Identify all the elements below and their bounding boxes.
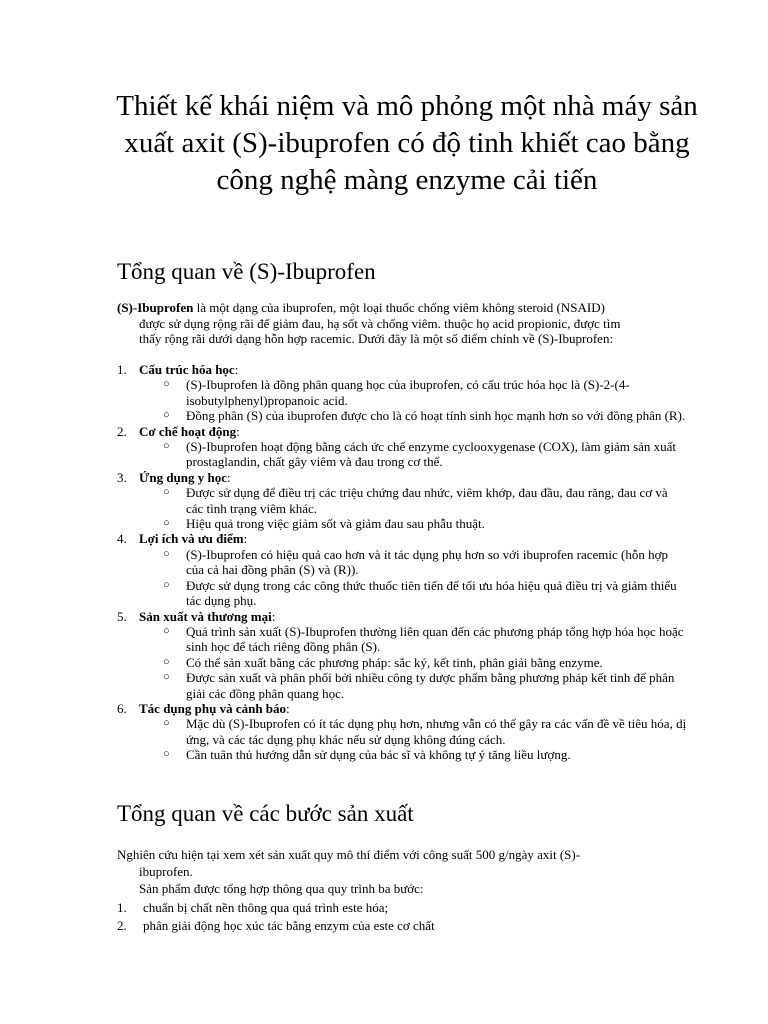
sub-list-item [139, 716, 687, 747]
sub-item-text: Đồng phân (S) của ibuprofen được cho là có hoạt tính sinh học mạnh hơn so với đồng phân (R). [186, 408, 686, 424]
sub-list-item [139, 547, 687, 578]
sub-list-item [139, 408, 687, 423]
circle-bullet-icon: ○ [163, 717, 170, 730]
list-item-label: Lợi ích và ưu điểm [139, 531, 244, 547]
list-number: 4. [117, 531, 127, 547]
list-item-label: Cấu trúc hóa học [139, 362, 235, 377]
sub-list-item [139, 377, 687, 408]
step-item [117, 917, 677, 935]
sub-list-item [139, 485, 687, 516]
sub-list [139, 377, 687, 423]
intro-term: (S)-Ibuprofen [117, 300, 194, 315]
list-number: 3. [117, 469, 127, 485]
list-item-label: Sản xuất và thương mại [139, 608, 272, 624]
list-item: 2. Cơ chế hoạt động: ○ (S)-Ibuprofen hoạt động bằng cách ức chế enzyme cyclooxygenase (COX), làm giảm sản xuất prostaglandin, chất gây viêm và đau trong cơ thể. [117, 424, 687, 470]
sub-list-item [139, 516, 687, 531]
sub-list-item [139, 578, 687, 609]
circle-bullet-icon: ○ [163, 671, 170, 684]
sub-list-item [139, 747, 687, 762]
list-number: 5. [117, 608, 127, 624]
circle-bullet-icon: ○ [163, 655, 170, 668]
sub-list-item [139, 670, 687, 701]
sub-list [139, 485, 687, 531]
intro-line-3: thấy rộng rãi dưới dạng hỗn hợp racemic. Dưới đây là một số điểm chính về (S)-Ibuprofen: [139, 331, 614, 347]
intro-paragraph [117, 300, 677, 347]
sub-item-text: Quá trình sản xuất (S)-Ibuprofen thường liên quan đến các phương pháp tổng hợp hóa học hoặc sinh học để tách riêng đồng phân (S). [186, 623, 684, 655]
list-item: 6. Tác dụng phụ và cảnh báo: ○ Mặc dù (S)-Ibuprofen có ít tác dụng phụ hơn, nhưng vẫn có thể gây ra các vấn đề về tiêu hóa, dị ứng, và các tác dụng phụ khác nếu sử dụng không đúng cách. ○ Cần tuân thủ hướng dẫn sử dụng của bác sĩ và không tự ý tăng liều lượng. [117, 700, 687, 763]
production-steps-list [117, 899, 677, 935]
intro-line-1: là một dạng của ibuprofen, một loại thuốc chống viêm không steroid (NSAID) [193, 300, 605, 315]
list-number: 6. [117, 700, 127, 716]
step-text: phân giải động học xúc tác bằng enzym của este cơ chất [143, 918, 435, 933]
intro-line-2: được sử dụng rộng rãi để giảm đau, hạ sốt và chống viêm. thuộc họ acid propionic, được tìm [139, 315, 621, 331]
sub-list [139, 716, 687, 762]
sub-item-text: (S)-Ibuprofen là đồng phân quang học của ibuprofen, có cấu trúc hóa học là (S)-2-(4-isobutylphenyl)propanoic acid. [186, 377, 630, 408]
production-paragraph [117, 846, 677, 897]
circle-bullet-icon: ○ [163, 486, 170, 499]
key-points-list [117, 362, 687, 763]
sub-item-text: Cần tuân thủ hướng dẫn sử dụng của bác sĩ và không tự ý tăng liều lượng. [186, 747, 571, 763]
circle-bullet-icon: ○ [163, 517, 170, 530]
list-item: 4. Lợi ích và ưu điểm: ○ (S)-Ibuprofen có hiệu quả cao hơn và ít tác dụng phụ hơn so với ibuprofen racemic (hỗn hợp của cả hai đồng phân (S) và (R)). ○ Được sử dụng trong các công thức thuốc tiên tiến để tối ưu hóa hiệu quả điều trị và giảm thiểu tác dụng phụ. [117, 531, 687, 608]
list-number: 2. [117, 423, 127, 439]
sub-item-text: (S)-Ibuprofen có hiệu quả cao hơn và ít tác dụng phụ hơn so với ibuprofen racemic (hỗn hợp của cả hai đồng phân (S) và (R)). [186, 546, 669, 578]
sub-item-text: Hiệu quả trong việc giảm sốt và giảm đau sau phẫu thuật. [186, 516, 485, 532]
section-heading-production: Tổng quan về các bước sản xuất [117, 801, 414, 826]
list-number: 1. [117, 362, 127, 377]
list-item: 1. Cấu trúc hóa học: ○ (S)-Ibuprofen là đồng phân quang học của ibuprofen, có cấu trúc hóa học là (S)-2-(4-isobutylphenyl)propanoic acid. ○ Đồng phân (S) của ibuprofen được cho là có hoạt tính sinh học mạnh hơn so với đồng phân (R). [117, 362, 686, 424]
section-heading-overview: Tổng quan về (S)-Ibuprofen [117, 259, 376, 284]
step-number: 2. [117, 918, 127, 933]
production-line-3: Sản phẩm được tổng hợp thông qua quy trình ba bước: [139, 881, 424, 896]
list-item-label: Tác dụng phụ và cảnh báo [139, 700, 287, 716]
production-line-2: ibuprofen. [139, 864, 193, 879]
circle-bullet-icon: ○ [163, 378, 170, 391]
sub-list [139, 439, 687, 470]
sub-list-item [139, 624, 687, 655]
sub-item-text: Có thể sản xuất bằng các phương pháp: sắc ký, kết tinh, phân giải bằng enzyme. [186, 654, 603, 670]
list-item: 3. Ứng dụng y học: ○ Được sử dụng để điều trị các triệu chứng đau nhức, viêm khớp, đau đầu, đau răng, đau cơ và các tình trạng viêm khác. ○ Hiệu quả trong việc giảm sốt và giảm đau sau phẫu thuật. [117, 470, 687, 532]
circle-bullet-icon: ○ [163, 547, 170, 560]
document-title: Thiết kế khái niệm và mô phỏng một nhà máy sản xuất axit (S)-ibuprofen có độ tinh khiết cao bằng công nghệ màng enzyme cải tiến [116, 90, 698, 196]
circle-bullet-icon: ○ [163, 578, 170, 591]
sub-list [139, 547, 687, 609]
sub-item-text: Được sử dụng trong các công thức thuốc tiên tiến để tối ưu hóa hiệu quả điều trị và giảm thiểu tác dụng phụ. [186, 577, 677, 609]
list-item: 5. Sản xuất và thương mại: ○ Quá trình sản xuất (S)-Ibuprofen thường liên quan đến các phương pháp tổng hợp hóa học hoặc sinh học để tách riêng đồng phân (S). ○ Có thể sản xuất bằng các phương pháp: sắc ký, kết tinh, phân giải bằng enzyme. ○ Được sản xuất và phân phối bởi nhiều công ty dược phẩm bằng phương pháp kết tinh để phân giải các đồng phân quang học. [117, 609, 687, 701]
sub-list-item [139, 655, 687, 670]
list-item-label: Ứng dụng y học [139, 469, 228, 485]
sub-item-text: Mặc dù (S)-Ibuprofen có ít tác dụng phụ hơn, nhưng vẫn có thể gây ra các vấn đề về tiêu hóa, dị ứng, và các tác dụng phụ khác nếu sử dụng không đúng cách. [186, 716, 687, 747]
sub-item-text: Được sản xuất và phân phối bởi nhiều công ty dược phẩm bằng phương pháp kết tinh để phân giải các đồng phân quang học. [186, 670, 675, 701]
production-line-1: Nghiên cứu hiện tại xem xét sản xuất quy mô thí điểm với công suất 500 g/ngày axit (S)- [117, 847, 581, 862]
circle-bullet-icon: ○ [163, 440, 170, 453]
circle-bullet-icon: ○ [163, 409, 170, 422]
sub-list [139, 624, 687, 701]
list-item-label: Cơ chế hoạt động [139, 423, 237, 439]
step-text: chuẩn bị chất nền thông qua quá trình este hóa; [143, 900, 389, 915]
sub-item-text: Được sử dụng để điều trị các triệu chứng đau nhức, viêm khớp, đau đầu, đau răng, đau cơ và các tình trạng viêm khác. [186, 485, 668, 516]
sub-item-text: (S)-Ibuprofen hoạt động bằng cách ức chế enzyme cyclooxygenase (COX), làm giảm sản xuất prostaglandin, chất gây viêm và đau trong cơ thể. [186, 439, 677, 470]
circle-bullet-icon: ○ [163, 748, 170, 761]
circle-bullet-icon: ○ [163, 624, 170, 637]
step-item [117, 899, 677, 917]
sub-list-item [139, 439, 687, 470]
step-number: 1. [117, 900, 127, 915]
